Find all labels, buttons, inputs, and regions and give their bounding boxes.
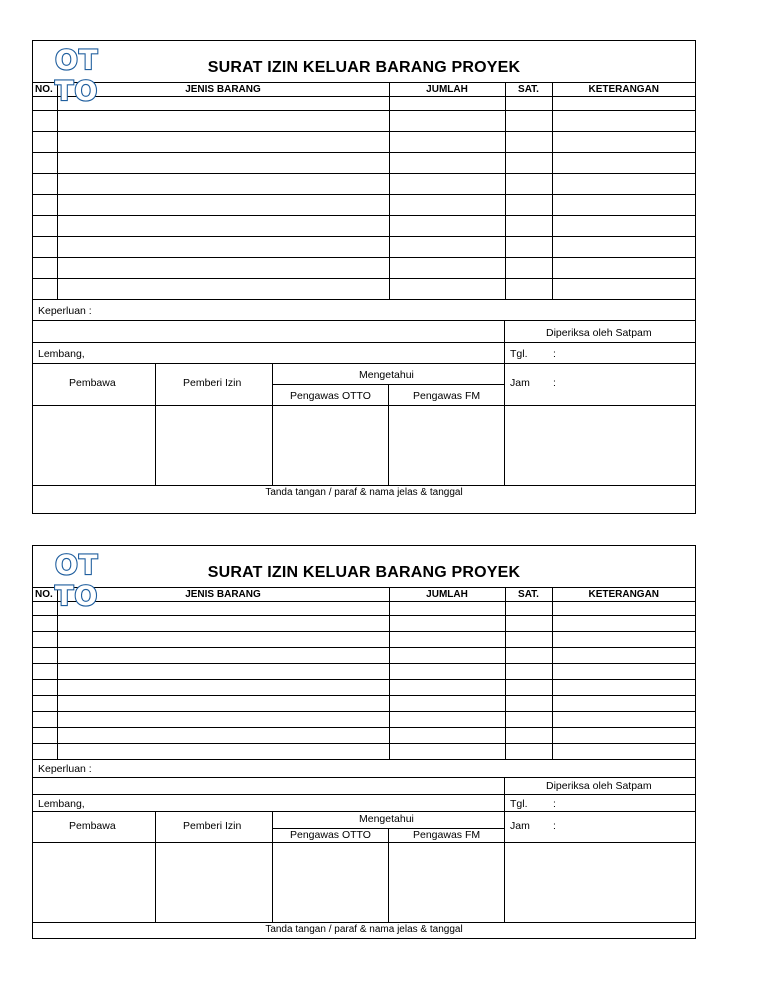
form-title: SURAT IZIN KELUAR BARANG PROYEK	[207, 59, 521, 76]
table-cell	[552, 696, 695, 712]
table-cell	[505, 664, 552, 680]
table-header-row	[33, 588, 695, 602]
permit-form-1	[32, 40, 696, 514]
table-cell	[505, 648, 552, 664]
table-cell	[33, 664, 57, 680]
table-cell	[57, 602, 389, 616]
table-cell	[33, 616, 57, 632]
table-cell	[389, 602, 505, 616]
otto-logo: OT TO	[55, 550, 99, 612]
table-cell	[552, 680, 695, 696]
table-row	[33, 696, 695, 712]
lembang-row	[33, 794, 695, 811]
header-satuan: SAT.	[505, 83, 552, 97]
table-cell	[552, 174, 695, 195]
table-cell	[57, 258, 389, 279]
table-cell	[57, 712, 389, 728]
jam-label: Jam	[510, 820, 530, 832]
table-row	[33, 174, 695, 195]
table-cell	[505, 602, 552, 616]
lembang-label: Lembang,	[38, 798, 85, 810]
table-cell	[33, 648, 57, 664]
header-jumlah: JUMLAH	[389, 83, 505, 97]
otto-logo: OT TO	[55, 45, 99, 107]
table-row	[33, 153, 695, 174]
permit-form-2	[32, 545, 696, 939]
pembawa-label: Pembawa	[69, 377, 116, 389]
table-cell	[389, 111, 505, 132]
table-cell	[552, 616, 695, 632]
table-cell	[505, 132, 552, 153]
table-cell	[57, 744, 389, 760]
table-cell	[389, 258, 505, 279]
table-cell	[552, 664, 695, 680]
table-cell	[389, 195, 505, 216]
table-cell	[505, 216, 552, 237]
table-cell	[57, 153, 389, 174]
table-row	[33, 132, 695, 153]
table-cell	[389, 174, 505, 195]
table-cell	[389, 632, 505, 648]
table-cell	[389, 696, 505, 712]
table-cell	[33, 153, 57, 174]
table-row	[33, 648, 695, 664]
table-cell	[505, 744, 552, 760]
table-cell	[505, 258, 552, 279]
table-row	[33, 237, 695, 258]
table-cell	[505, 279, 552, 300]
lembang-row	[33, 342, 695, 363]
signature-note: Tanda tangan / paraf & nama jelas & tanggal	[33, 922, 695, 937]
keperluan-row	[33, 760, 695, 777]
table-cell	[389, 648, 505, 664]
table-cell	[552, 602, 695, 616]
table-cell	[389, 279, 505, 300]
table-cell	[552, 728, 695, 744]
table-cell	[505, 712, 552, 728]
table-cell	[57, 174, 389, 195]
table-cell	[33, 712, 57, 728]
table-cell	[552, 153, 695, 174]
table-cell	[33, 132, 57, 153]
table-cell	[57, 616, 389, 632]
table-cell	[552, 712, 695, 728]
item-rows	[33, 602, 695, 760]
pengawas-fm-label: Pengawas FM	[413, 390, 481, 402]
table-cell	[57, 696, 389, 712]
table-cell	[552, 279, 695, 300]
table-cell	[33, 602, 57, 616]
item-rows	[33, 97, 695, 300]
table-row	[33, 97, 695, 111]
table-cell	[33, 237, 57, 258]
table-cell	[57, 237, 389, 258]
header-jenis-barang: JENIS BARANG	[57, 588, 389, 602]
table-cell	[505, 97, 552, 111]
table-row	[33, 279, 695, 300]
table-cell	[552, 258, 695, 279]
satpam-row	[33, 320, 695, 342]
table-cell	[389, 728, 505, 744]
table-row	[33, 728, 695, 744]
table-cell	[33, 279, 57, 300]
table-cell	[389, 680, 505, 696]
diperiksa-label: Diperiksa oleh Satpam	[546, 780, 652, 792]
table-cell	[552, 648, 695, 664]
table-cell	[33, 632, 57, 648]
table-cell	[57, 279, 389, 300]
table-cell	[33, 258, 57, 279]
table-cell	[33, 111, 57, 132]
jam-colon: :	[553, 377, 556, 389]
pengawas-otto-label: Pengawas OTTO	[290, 829, 371, 841]
keperluan-row	[33, 300, 695, 320]
table-cell	[505, 680, 552, 696]
lembang-label: Lembang,	[38, 348, 85, 360]
table-cell	[57, 728, 389, 744]
table-cell	[505, 632, 552, 648]
table-cell	[389, 132, 505, 153]
pemberi-izin-label: Pemberi Izin	[183, 820, 242, 832]
satpam-row	[33, 777, 695, 794]
header-jumlah: JUMLAH	[389, 588, 505, 602]
header-jenis-barang: JENIS BARANG	[57, 83, 389, 97]
tgl-label: Tgl.	[510, 348, 528, 360]
table-cell	[552, 111, 695, 132]
table-cell	[57, 664, 389, 680]
items-table	[33, 588, 695, 760]
table-cell	[389, 616, 505, 632]
header-keterangan: KETERANGAN	[552, 588, 695, 602]
table-cell	[552, 132, 695, 153]
table-cell	[552, 97, 695, 111]
mengetahui-label: Mengetahui	[359, 369, 414, 381]
pembawa-label: Pembawa	[69, 820, 116, 832]
table-row	[33, 712, 695, 728]
table-row	[33, 632, 695, 648]
keperluan-label: Keperluan :	[38, 763, 92, 775]
table-cell	[505, 153, 552, 174]
table-cell	[505, 728, 552, 744]
table-cell	[33, 174, 57, 195]
table-row	[33, 664, 695, 680]
table-cell	[57, 97, 389, 111]
tgl-colon: :	[553, 348, 556, 360]
jam-label: Jam	[510, 377, 530, 389]
table-cell	[505, 237, 552, 258]
table-cell	[33, 696, 57, 712]
table-cell	[389, 153, 505, 174]
table-cell	[505, 696, 552, 712]
table-cell	[57, 195, 389, 216]
jam-colon: :	[553, 820, 556, 832]
table-row	[33, 216, 695, 237]
table-cell	[57, 132, 389, 153]
table-cell	[552, 195, 695, 216]
table-cell	[57, 111, 389, 132]
table-cell	[33, 744, 57, 760]
signature-block	[33, 811, 695, 922]
table-row	[33, 744, 695, 760]
mengetahui-label: Mengetahui	[359, 813, 414, 825]
table-cell	[505, 174, 552, 195]
table-cell	[505, 195, 552, 216]
table-cell	[57, 632, 389, 648]
keperluan-label: Keperluan :	[38, 305, 92, 317]
table-cell	[389, 237, 505, 258]
tgl-label: Tgl.	[510, 798, 528, 810]
table-row	[33, 616, 695, 632]
table-cell	[389, 664, 505, 680]
signature-block	[33, 363, 695, 485]
table-cell	[57, 216, 389, 237]
table-cell	[552, 632, 695, 648]
table-cell	[389, 712, 505, 728]
tgl-colon: :	[553, 798, 556, 810]
pengawas-otto-label: Pengawas OTTO	[290, 390, 371, 402]
items-table	[33, 83, 695, 300]
form-title: SURAT IZIN KELUAR BARANG PROYEK	[207, 564, 521, 581]
pemberi-izin-label: Pemberi Izin	[183, 377, 242, 389]
table-cell	[57, 680, 389, 696]
table-row	[33, 602, 695, 616]
table-cell	[57, 648, 389, 664]
table-cell	[33, 97, 57, 111]
table-header-row	[33, 83, 695, 97]
table-cell	[33, 216, 57, 237]
signature-note: Tanda tangan / paraf & nama jelas & tanggal	[33, 485, 695, 500]
header-keterangan: KETERANGAN	[552, 83, 695, 97]
table-cell	[389, 216, 505, 237]
table-cell	[505, 111, 552, 132]
header-satuan: SAT.	[505, 588, 552, 602]
table-row	[33, 680, 695, 696]
table-cell	[33, 195, 57, 216]
table-cell	[389, 744, 505, 760]
table-cell	[33, 680, 57, 696]
table-cell	[33, 728, 57, 744]
header-no: NO.	[33, 588, 57, 602]
table-row	[33, 258, 695, 279]
pengawas-fm-label: Pengawas FM	[413, 829, 481, 841]
table-cell	[389, 97, 505, 111]
table-cell	[552, 237, 695, 258]
table-cell	[552, 216, 695, 237]
diperiksa-label: Diperiksa oleh Satpam	[546, 327, 652, 339]
table-cell	[505, 616, 552, 632]
table-row	[33, 111, 695, 132]
header-no: NO.	[33, 83, 57, 97]
table-cell	[552, 744, 695, 760]
table-row	[33, 195, 695, 216]
